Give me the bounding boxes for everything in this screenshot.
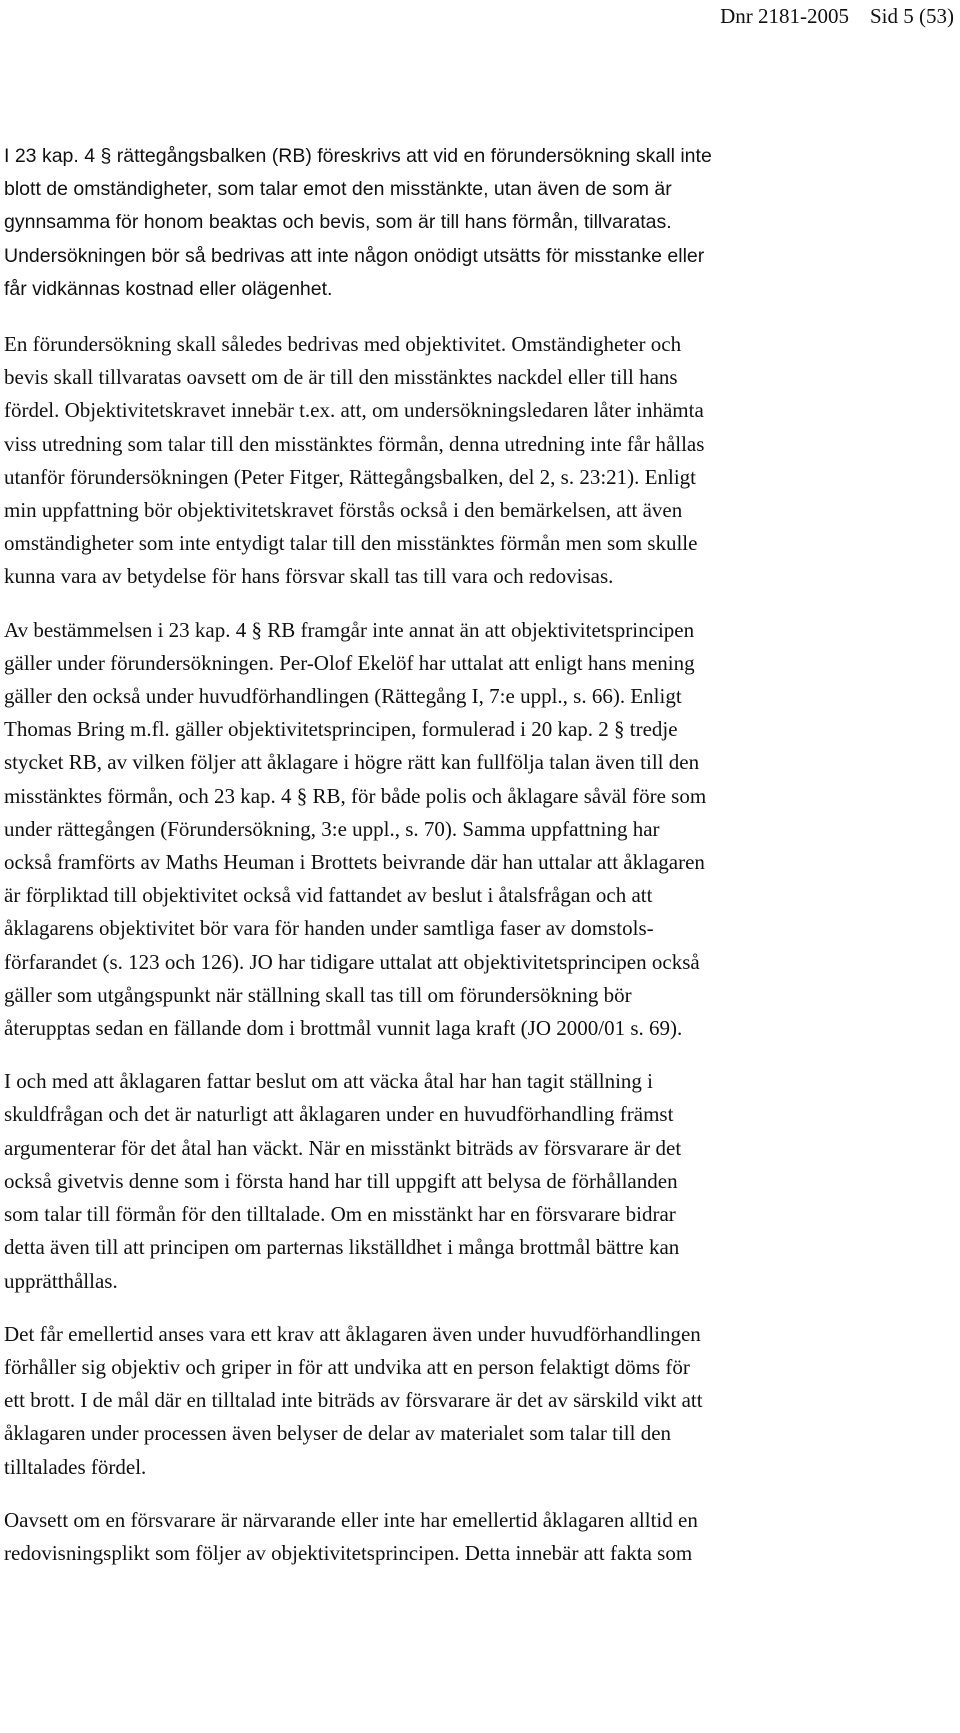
paragraph-6 (4, 1504, 949, 1570)
text-line: skuldfrågan och det är naturligt att åklagaren under en huvudförhandling främst (4, 1102, 674, 1127)
text-line: argumenterar för det åtal han väckt. När en misstänkt biträds av försvarare är det (4, 1135, 682, 1160)
paragraph-3 (4, 614, 949, 1046)
paragraph-4 (4, 1065, 949, 1297)
text-line: återupptas sedan en fällande dom i brottmål vunnit laga kraft (JO 2000/01 s. 69). (4, 1016, 683, 1041)
text-line: också framförts av Maths Heuman i Brottets beivrande där han uttalar att åklagaren (4, 850, 705, 875)
text-line: åklagarens objektivitet bör vara för handen under samtliga faser av domstols- (4, 916, 654, 941)
text-line: redovisningsplikt som följer av objektivitetsprincipen. Detta innebär att fakta som (4, 1540, 693, 1565)
text-line: ett brott. I de mål där en tilltalad inte biträds av försvarare är det av särskild vikt att (4, 1388, 703, 1413)
text-line: Undersökningen bör så bedrivas att inte någon onödigt utsätts för misstanke eller (4, 244, 705, 267)
text-line: omständigheter som inte entydigt talar till den misstänktes förmån men som skulle (4, 531, 698, 556)
text-line: Thomas Bring m.fl. gäller objektivitetsprincipen, formulerad i 20 kap. 2 § tredje (4, 717, 678, 742)
text-line: gynnsamma för honom beaktas och bevis, som är till hans förmån, tillvaratas. (4, 211, 672, 234)
document-body (4, 140, 949, 1570)
text-line: I och med att åklagaren fattar beslut om att väcka åtal har han tagit ställning i (4, 1069, 654, 1094)
text-line: Oavsett om en försvarare är närvarande eller inte har emellertid åklagaren alltid en (4, 1507, 698, 1532)
text-line: åklagaren under processen även belyser de delar av materialet som talar till den (4, 1421, 672, 1446)
text-line: som talar till förmån för den tilltalade. Om en misstänkt har en försvarare bidrar (4, 1202, 676, 1227)
text-line: gäller den också under huvudförhandlingen (Rättegång I, 7:e uppl., s. 66). Enligt (4, 684, 682, 709)
text-line: detta även till att principen om parternas likställdhet i många brottmål bättre kan (4, 1235, 680, 1260)
text-line: upprätthållas. (4, 1268, 118, 1293)
text-line: bevis skall tillvaratas oavsett om de är till den misstänktes nackdel eller till hans (4, 365, 678, 390)
text-line: blott de omständigheter, som talar emot den misstänkte, utan även de som är (4, 178, 672, 201)
text-line: Av bestämmelsen i 23 kap. 4 § RB framgår inte annat än att objektivitetsprincipen (4, 617, 695, 642)
text-line: gäller som utgångspunkt när ställning skall tas till om förundersökning bör (4, 982, 632, 1007)
paragraph-1 (4, 140, 949, 306)
text-line: utanför förundersökningen (Peter Fitger, Rättegångsbalken, del 2, s. 23:21). Enligt (4, 464, 697, 489)
text-line: min uppfattning bör objektivitetskravet förstås också i den bemärkelsen, att även (4, 498, 683, 523)
text-line: får vidkännas kostnad eller olägenhet. (4, 277, 333, 300)
text-line: är förpliktad till objektivitet också vid fattandet av beslut i åtalsfrågan och att (4, 883, 653, 908)
text-line: förfarandet (s. 123 och 126). JO har tidigare uttalat att objektivitetsprincipen också (4, 949, 700, 974)
text-line: tilltalades fördel. (4, 1454, 147, 1479)
text-line: misstänktes förmån, och 23 kap. 4 § RB, för både polis och åklagare såväl före som (4, 783, 707, 808)
page-header: Dnr 2181-2005 Sid 5 (53) (720, 4, 954, 28)
text-line: under rättegången (Förundersökning, 3:e uppl., s. 70). Samma uppfattning har (4, 816, 660, 841)
text-line: viss utredning som talar till den misstänktes förmån, denna utredning inte får hållas (4, 431, 705, 456)
paragraph-2 (4, 328, 949, 594)
text-line: fördel. Objektivitetskravet innebär t.ex. att, om undersökningsledaren låter inhämta (4, 398, 704, 423)
text-line: gäller under förundersökningen. Per-Olof Ekelöf har uttalat att enligt hans mening (4, 650, 695, 675)
text-line: också givetvis denne som i första hand har till uppgift att belysa de förhållanden (4, 1168, 678, 1193)
text-line: förhåller sig objektiv och griper in för att undvika att en person felaktigt döms för (4, 1354, 690, 1379)
paragraph-5 (4, 1318, 949, 1484)
text-line: stycket RB, av vilken följer att åklagare i högre rätt kan fullfölja talan även till den (4, 750, 700, 775)
text-line: I 23 kap. 4 § rättegångsbalken (RB) föreskrivs att vid en förundersökning skall inte (4, 145, 712, 167)
text-line: Det får emellertid anses vara ett krav att åklagaren även under huvudförhandlingen (4, 1321, 701, 1346)
text-line: kunna vara av betydelse för hans försvar skall tas till vara och redovisas. (4, 564, 614, 589)
text-line: En förundersökning skall således bedrivas med objektivitet. Omständigheter och (4, 332, 682, 357)
